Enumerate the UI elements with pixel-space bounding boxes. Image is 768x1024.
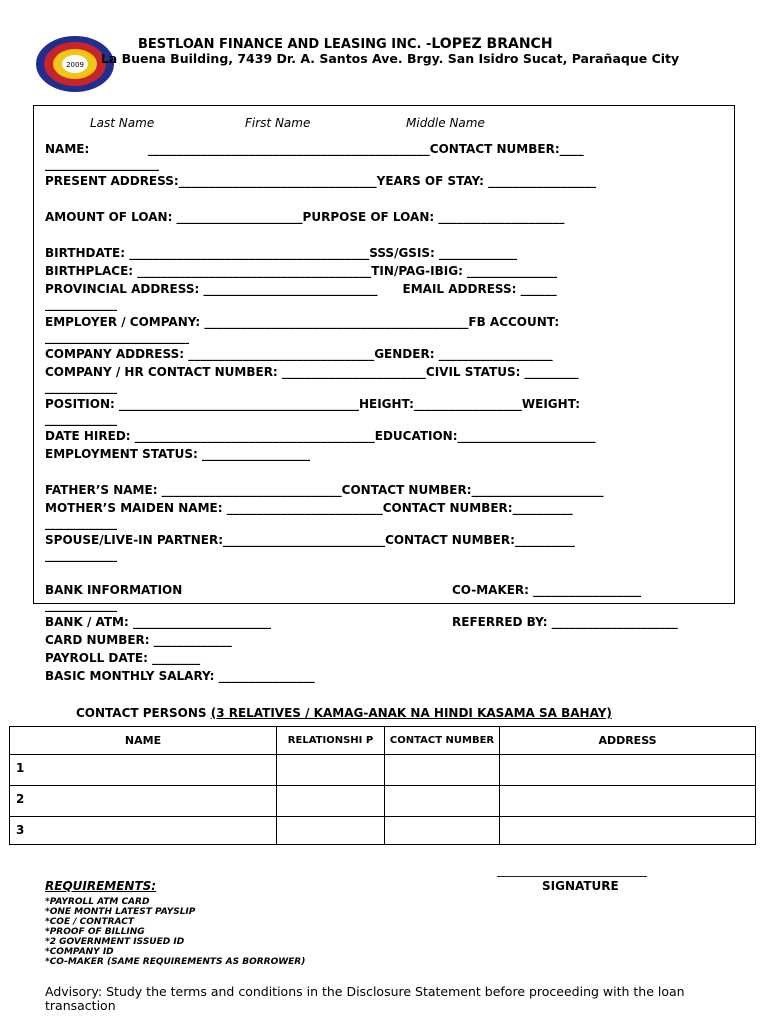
table-row bbox=[10, 755, 756, 786]
form-field-row[interactable]: ____________ bbox=[45, 516, 117, 530]
form-field-row[interactable]: BASIC MONTHLY SALARY: ________________ bbox=[45, 669, 315, 683]
table-row bbox=[10, 817, 756, 845]
middle-name-header: Middle Name bbox=[406, 116, 485, 130]
row-number: 2 bbox=[10, 786, 277, 817]
form-field-row[interactable]: PRESENT ADDRESS:_________________________________YEARS OF STAY: __________________ bbox=[45, 174, 597, 188]
referred-by-field[interactable]: REFERRED BY: _____________________ bbox=[452, 615, 678, 629]
list-item: *2 GOVERNMENT ISSUED ID bbox=[45, 937, 185, 947]
form-field-row[interactable]: BIRTHPLACE: _______________________________________TIN/PAG-IBIG: _______________ bbox=[45, 264, 558, 278]
comaker-field[interactable]: CO-MAKER: __________________ bbox=[452, 583, 642, 597]
col-name: NAME bbox=[10, 727, 277, 755]
form-field-row[interactable]: PROVINCIAL ADDRESS: _____________________________ EMAIL ADDRESS: ______ bbox=[45, 282, 557, 296]
form-field-row[interactable]: EMPLOYER / COMPANY: ____________________________________________FB ACCOUNT: bbox=[45, 315, 560, 329]
requirements-title: REQUIREMENTS: bbox=[45, 879, 157, 893]
form-field-row[interactable]: COMPANY ADDRESS: _______________________________GENDER: ___________________ bbox=[45, 347, 553, 361]
form-field-row[interactable]: PAYROLL DATE: ________ bbox=[45, 651, 201, 665]
form-field-row[interactable]: MOTHER’S MAIDEN NAME: __________________________CONTACT NUMBER:__________ bbox=[45, 501, 573, 515]
logo-year: 2009 bbox=[66, 61, 84, 69]
contact-persons-title: CONTACT PERSONS (3 RELATIVES / KAMAG-ANAK NA HINDI KASAMA SA BAHAY) bbox=[76, 706, 612, 720]
form-field-row[interactable]: ____________ bbox=[45, 598, 117, 612]
form-field-row[interactable]: CARD NUMBER: _____________ bbox=[45, 633, 232, 647]
signature-line[interactable]: _________________________ bbox=[497, 863, 647, 877]
table-cell[interactable] bbox=[277, 817, 385, 845]
list-item: *CO-MAKER (SAME REQUIREMENTS AS BORROWER) bbox=[45, 957, 306, 967]
col-relationship: RELATIONSHI P bbox=[277, 727, 385, 755]
form-field-row[interactable]: EMPLOYMENT STATUS: __________________ bbox=[45, 447, 310, 461]
table-row bbox=[10, 786, 756, 817]
last-name-header: Last Name bbox=[90, 116, 155, 130]
row-number: 1 bbox=[10, 755, 277, 786]
branch-name: LOPEZ BRANCH bbox=[431, 36, 553, 52]
form-field-row[interactable]: FATHER’S NAME: ______________________________CONTACT NUMBER:______________________ bbox=[45, 483, 604, 497]
contact-persons-table bbox=[9, 726, 756, 845]
form-field-row[interactable]: ____________ bbox=[45, 412, 117, 426]
company-address: La Buena Building, 7439 Dr. A. Santos Ave. Brgy. San Isidro Sucat, Parañaque City bbox=[100, 51, 680, 66]
form-field-row[interactable]: ___________________ bbox=[45, 157, 159, 171]
form-field-row[interactable]: DATE HIRED: ________________________________________EDUCATION:_______________________ bbox=[45, 429, 596, 443]
table-cell[interactable] bbox=[277, 786, 385, 817]
table-cell[interactable] bbox=[500, 786, 756, 817]
table-cell[interactable] bbox=[385, 755, 500, 786]
first-name-header: First Name bbox=[245, 116, 311, 130]
table-cell[interactable] bbox=[277, 755, 385, 786]
form-field-row[interactable]: BANK / ATM: _______________________ bbox=[45, 615, 271, 629]
table-cell[interactable] bbox=[385, 817, 500, 845]
list-item: *ONE MONTH LATEST PAYSLIP bbox=[45, 907, 196, 917]
table-cell[interactable] bbox=[500, 817, 756, 845]
form-field-row[interactable]: ____________ bbox=[45, 380, 117, 394]
form-field-row[interactable]: POSITION: ________________________________________HEIGHT:__________________WEIGHT: bbox=[45, 397, 581, 411]
list-item: *PAYROLL ATM CARD bbox=[45, 897, 150, 907]
list-item: *COE / CONTRACT bbox=[45, 917, 134, 927]
company-name: BESTLOAN FINANCE AND LEASING INC. -LOPEZ BRANCH bbox=[138, 36, 553, 52]
list-item: *PROOF OF BILLING bbox=[45, 927, 145, 937]
form-field-row[interactable]: BIRTHDATE: ________________________________________SSS/GSIS: _____________ bbox=[45, 246, 518, 260]
col-contact-number: CONTACT NUMBER bbox=[385, 727, 500, 755]
form-field-row[interactable]: ________________________ bbox=[45, 330, 189, 344]
form-field-row[interactable]: ____________ bbox=[45, 548, 117, 562]
signature-label: SIGNATURE bbox=[542, 879, 619, 893]
form-field-row[interactable]: ____________ bbox=[45, 297, 117, 311]
form-field-row[interactable]: BANK INFORMATION bbox=[45, 583, 183, 597]
requirements-list bbox=[45, 897, 305, 967]
list-item: *COMPANY ID bbox=[45, 947, 114, 957]
form-field-row[interactable]: AMOUNT OF LOAN: _____________________PURPOSE OF LOAN: _____________________ bbox=[45, 210, 565, 224]
row-number: 3 bbox=[10, 817, 277, 845]
col-address: ADDRESS bbox=[500, 727, 756, 755]
form-field-row[interactable]: NAME: _______________________________________________CONTACT NUMBER:____ bbox=[45, 142, 584, 156]
advisory-text: Advisory: Study the terms and conditions in the Disclosure Statement before proceeding with the loan transaction bbox=[45, 984, 685, 1013]
table-cell[interactable] bbox=[500, 755, 756, 786]
form-field-row[interactable]: COMPANY / HR CONTACT NUMBER: ________________________CIVIL STATUS: _________ bbox=[45, 365, 579, 379]
form-field-row[interactable]: SPOUSE/LIVE-IN PARTNER:___________________________CONTACT NUMBER:__________ bbox=[45, 533, 575, 547]
table-cell[interactable] bbox=[385, 786, 500, 817]
